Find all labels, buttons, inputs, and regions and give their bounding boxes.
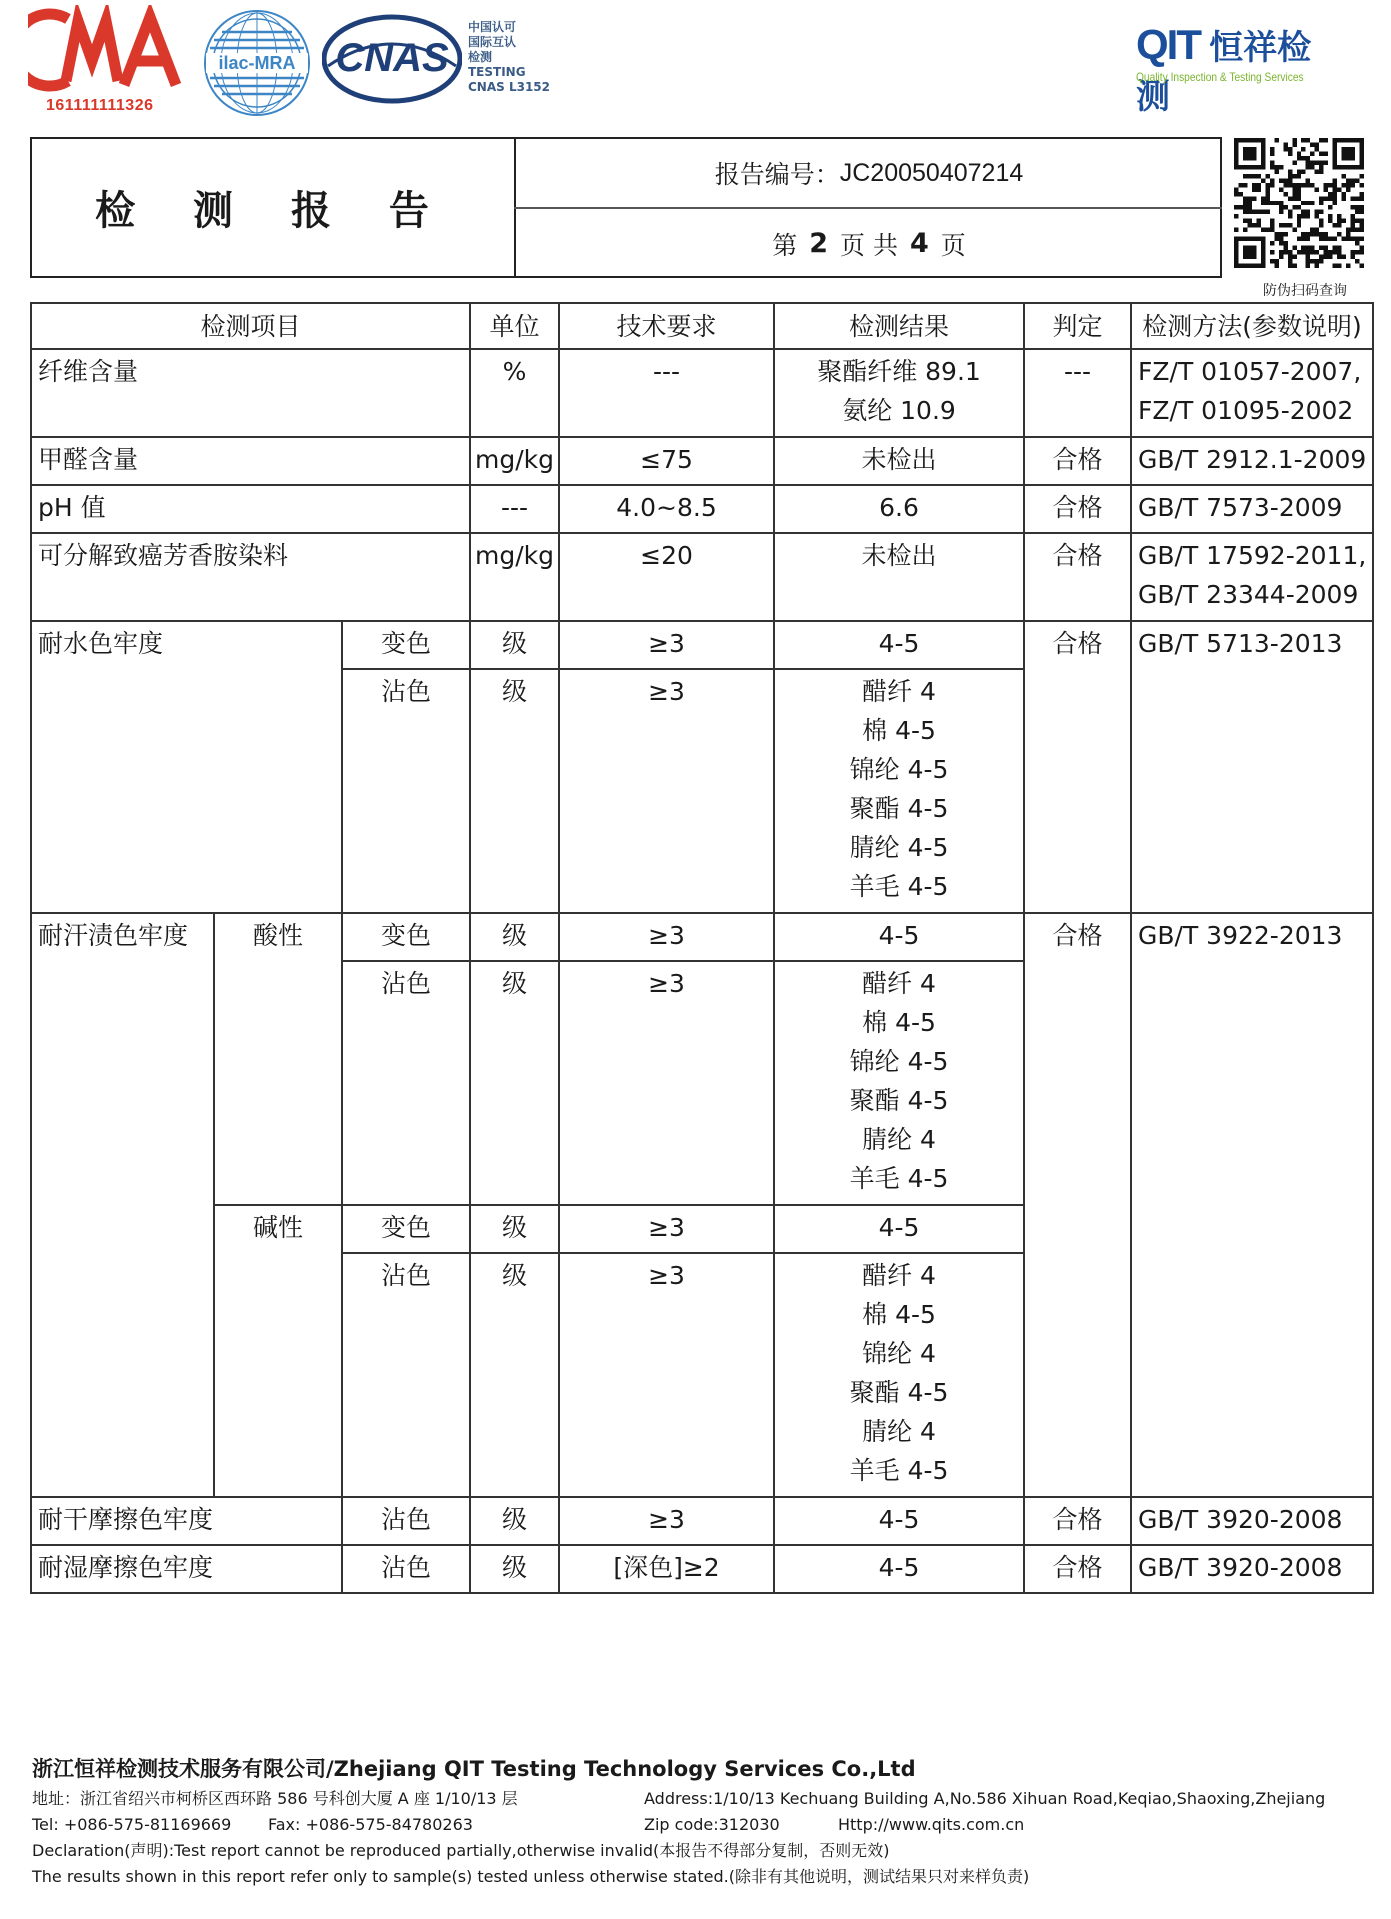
- report-number-label: 报告编号：: [714, 160, 840, 189]
- ilac-mra-logo: [202, 8, 312, 118]
- footer-address-row: [32, 1786, 1372, 1812]
- judgement-cell: 合格: [1024, 533, 1131, 621]
- judgement-cell: 合格: [1024, 621, 1131, 913]
- result-line: 腈纶 4: [862, 1125, 936, 1154]
- sub-item-cell: 沾色: [342, 1545, 470, 1593]
- item-cell: 纤维含量: [31, 349, 470, 437]
- col-header-unit: 单位: [470, 303, 559, 349]
- result-cell: [774, 1253, 1024, 1497]
- table-row: [31, 437, 1373, 485]
- result-line: 锦纶 4-5: [849, 1047, 949, 1076]
- unit-cell: 级: [470, 1253, 559, 1497]
- requirement-cell: ≥3: [559, 621, 774, 669]
- result-line: 醋纤 4: [862, 677, 936, 706]
- method-cell: GB/T 3920-2008: [1131, 1497, 1373, 1545]
- requirement-cell: ≤75: [559, 437, 774, 485]
- result-cell: 未检出: [774, 437, 1024, 485]
- footer-contact-row: [32, 1812, 1372, 1838]
- requirement-cell: ≥3: [559, 669, 774, 913]
- requirement-cell: ≥3: [559, 913, 774, 961]
- col-header-item: 检测项目: [31, 303, 470, 349]
- col-header-result: 检测结果: [774, 303, 1024, 349]
- unit-cell: 级: [470, 1497, 559, 1545]
- table-header-row: [31, 303, 1373, 349]
- sub-item-cell: 变色: [342, 1205, 470, 1253]
- item-cell: 耐湿摩擦色牢度: [31, 1545, 342, 1593]
- result-cell: 4-5: [774, 621, 1024, 669]
- requirement-cell: [深色]≥2: [559, 1545, 774, 1593]
- page-indicator: [516, 209, 1222, 278]
- result-line: 聚酯 4-5: [849, 794, 949, 823]
- col-header-method: 检测方法(参数说明): [1131, 303, 1373, 349]
- item-cell: 耐水色牢度: [31, 621, 342, 913]
- judgement-cell: ---: [1024, 349, 1131, 437]
- method-line: FZ/T 01057-2007,: [1138, 357, 1362, 386]
- result-line: 醋纤 4: [862, 969, 936, 998]
- footer: [32, 1752, 1372, 1890]
- fax: Fax: +086-575-84780263: [268, 1815, 473, 1834]
- requirement-cell: ≥3: [559, 1497, 774, 1545]
- cnas-logo: [322, 14, 462, 104]
- result-cell: 4-5: [774, 913, 1024, 961]
- table-row: [31, 621, 1373, 669]
- result-line: 氨纶 10.9: [842, 396, 956, 425]
- result-line: 羊毛 4-5: [849, 872, 949, 901]
- result-line: 锦纶 4-5: [849, 755, 949, 784]
- qr-caption: 防伪扫码查询: [1263, 283, 1347, 299]
- cnas-caption-line: 检测: [468, 50, 493, 64]
- method-cell: GB/T 5713-2013: [1131, 621, 1373, 913]
- results-table: [30, 302, 1374, 1594]
- unit-cell: %: [470, 349, 559, 437]
- table-row: [31, 913, 1373, 961]
- unit-cell: 级: [470, 1545, 559, 1593]
- unit-cell: 级: [470, 621, 559, 669]
- result-cell: [774, 349, 1024, 437]
- requirement-cell: ≥3: [559, 961, 774, 1205]
- address-en: Address:1/10/13 Kechuang Building A,No.586 Xihuan Road,Keqiao,Shaoxing,Zhejiang: [644, 1789, 1326, 1808]
- page-total: 4: [909, 228, 929, 259]
- method-cell: [1131, 533, 1373, 621]
- qit-tagline: Quality Inspection & Testing Services: [1136, 70, 1304, 84]
- requirement-cell: ≥3: [559, 1253, 774, 1497]
- sub-item-cell: 沾色: [342, 961, 470, 1205]
- method-cell: GB/T 3920-2008: [1131, 1545, 1373, 1593]
- method-line: GB/T 17592-2011,: [1138, 541, 1367, 570]
- method-line: FZ/T 01095-2002: [1138, 396, 1354, 425]
- declaration: Declaration(声明):Test report cannot be reproduced partially,otherwise invalid(本报告不得部分复制，否则无效): [32, 1841, 890, 1860]
- judgement-cell: 合格: [1024, 1545, 1131, 1593]
- table-row: [31, 485, 1373, 533]
- col-header-requirement: 技术要求: [559, 303, 774, 349]
- unit-cell: 级: [470, 669, 559, 913]
- cnas-caption-line: CNAS L3152: [468, 80, 551, 94]
- unit-cell: 级: [470, 1205, 559, 1253]
- result-cell: 4-5: [774, 1205, 1024, 1253]
- sub-item-cell: 变色: [342, 621, 470, 669]
- result-line: 聚酯纤维 89.1: [817, 357, 981, 386]
- item-cell: 甲醛含量: [31, 437, 470, 485]
- method-cell: GB/T 3922-2013: [1131, 913, 1373, 1497]
- zip-code: Zip code:312030: [644, 1815, 780, 1834]
- report-number: [516, 139, 1222, 207]
- unit-cell: 级: [470, 913, 559, 961]
- judgement-cell: 合格: [1024, 485, 1131, 533]
- requirement-cell: ≤20: [559, 533, 774, 621]
- qr-code[interactable]: [1234, 138, 1364, 268]
- judgement-cell: 合格: [1024, 1497, 1131, 1545]
- page-mid: 页 共: [840, 230, 898, 260]
- cnas-text: CNAS: [335, 36, 449, 80]
- table-row: [31, 1497, 1373, 1545]
- result-line: 醋纤 4: [862, 1261, 936, 1290]
- report-title: 检 测 报 告: [95, 187, 451, 234]
- sub-item-cell: 沾色: [342, 1497, 470, 1545]
- condition-cell: 酸性: [214, 913, 342, 1205]
- sub-item-cell: 变色: [342, 913, 470, 961]
- result-line: 棉 4-5: [862, 716, 936, 745]
- qit-name: 恒祥检测: [1136, 28, 1312, 117]
- unit-cell: mg/kg: [470, 533, 559, 621]
- requirement-cell: 4.0~8.5: [559, 485, 774, 533]
- result-line: 聚酯 4-5: [849, 1378, 949, 1407]
- cnas-caption: [468, 20, 558, 95]
- col-header-judgement: 判定: [1024, 303, 1131, 349]
- address-cn: 地址：浙江省绍兴市柯桥区西环路 586 号科创大厦 A 座 1/10/13 层: [32, 1789, 518, 1808]
- ilac-text: ilac-MRA: [218, 53, 296, 73]
- cma-logo: [28, 5, 188, 117]
- sub-item-cell: 沾色: [342, 1253, 470, 1497]
- requirement-cell: ---: [559, 349, 774, 437]
- result-line: 聚酯 4-5: [849, 1086, 949, 1115]
- unit-cell: mg/kg: [470, 437, 559, 485]
- unit-cell: ---: [470, 485, 559, 533]
- result-cell: 4-5: [774, 1497, 1024, 1545]
- page-suffix: 页: [940, 230, 966, 260]
- website-link[interactable]: Http://www.qits.com.cn: [838, 1815, 1025, 1834]
- table-row: [31, 1545, 1373, 1593]
- cnas-caption-line: 中国认可: [468, 20, 517, 34]
- result-line: 锦纶 4: [862, 1339, 936, 1368]
- method-cell: GB/T 2912.1-2009: [1131, 437, 1373, 485]
- item-cell: pH 值: [31, 485, 470, 533]
- judgement-cell: 合格: [1024, 913, 1131, 1497]
- result-line: 腈纶 4: [862, 1417, 936, 1446]
- judgement-cell: 合格: [1024, 437, 1131, 485]
- result-cell: [774, 961, 1024, 1205]
- item-cell: 可分解致癌芳香胺染料: [31, 533, 470, 621]
- result-line: 棉 4-5: [862, 1300, 936, 1329]
- sub-item-cell: 沾色: [342, 669, 470, 913]
- results-note: The results shown in this report refer only to sample(s) tested unless otherwise stated.(除非有其他说明，测试结果只对来样负责): [32, 1867, 1030, 1886]
- result-line: 棉 4-5: [862, 1008, 936, 1037]
- tel: Tel: +086-575-81169669: [32, 1815, 232, 1834]
- result-cell: 6.6: [774, 485, 1024, 533]
- cma-number: 161111111326: [46, 97, 154, 114]
- result-line: 腈纶 4-5: [849, 833, 949, 862]
- result-cell: 4-5: [774, 1545, 1024, 1593]
- method-line: GB/T 23344-2009: [1138, 580, 1359, 609]
- cnas-caption-line: 国际互认: [468, 35, 517, 49]
- method-cell: [1131, 349, 1373, 437]
- company-name: 浙江恒祥检测技术服务有限公司/Zhejiang QIT Testing Technology Services Co.,Ltd: [32, 1757, 916, 1781]
- condition-cell: 碱性: [214, 1205, 342, 1497]
- result-cell: [774, 669, 1024, 913]
- result-line: 羊毛 4-5: [849, 1164, 949, 1193]
- item-cell: 耐干摩擦色牢度: [31, 1497, 342, 1545]
- footer-note-row: [32, 1864, 1372, 1890]
- page-prefix: 第: [772, 230, 798, 260]
- unit-cell: 级: [470, 961, 559, 1205]
- report-number-value: JC20050407214: [839, 158, 1024, 187]
- requirement-cell: ≥3: [559, 1205, 774, 1253]
- result-line: 羊毛 4-5: [849, 1456, 949, 1485]
- table-row: [31, 533, 1373, 621]
- method-cell: GB/T 7573-2009: [1131, 485, 1373, 533]
- footer-declaration-row: [32, 1838, 1372, 1864]
- cnas-caption-line: TESTING: [468, 65, 526, 79]
- item-cell: 耐汗渍色牢度: [31, 913, 214, 1497]
- table-row: [31, 349, 1373, 437]
- page-current: 2: [809, 228, 829, 259]
- qit-brand: QIT: [1136, 21, 1200, 68]
- result-cell: 未检出: [774, 533, 1024, 621]
